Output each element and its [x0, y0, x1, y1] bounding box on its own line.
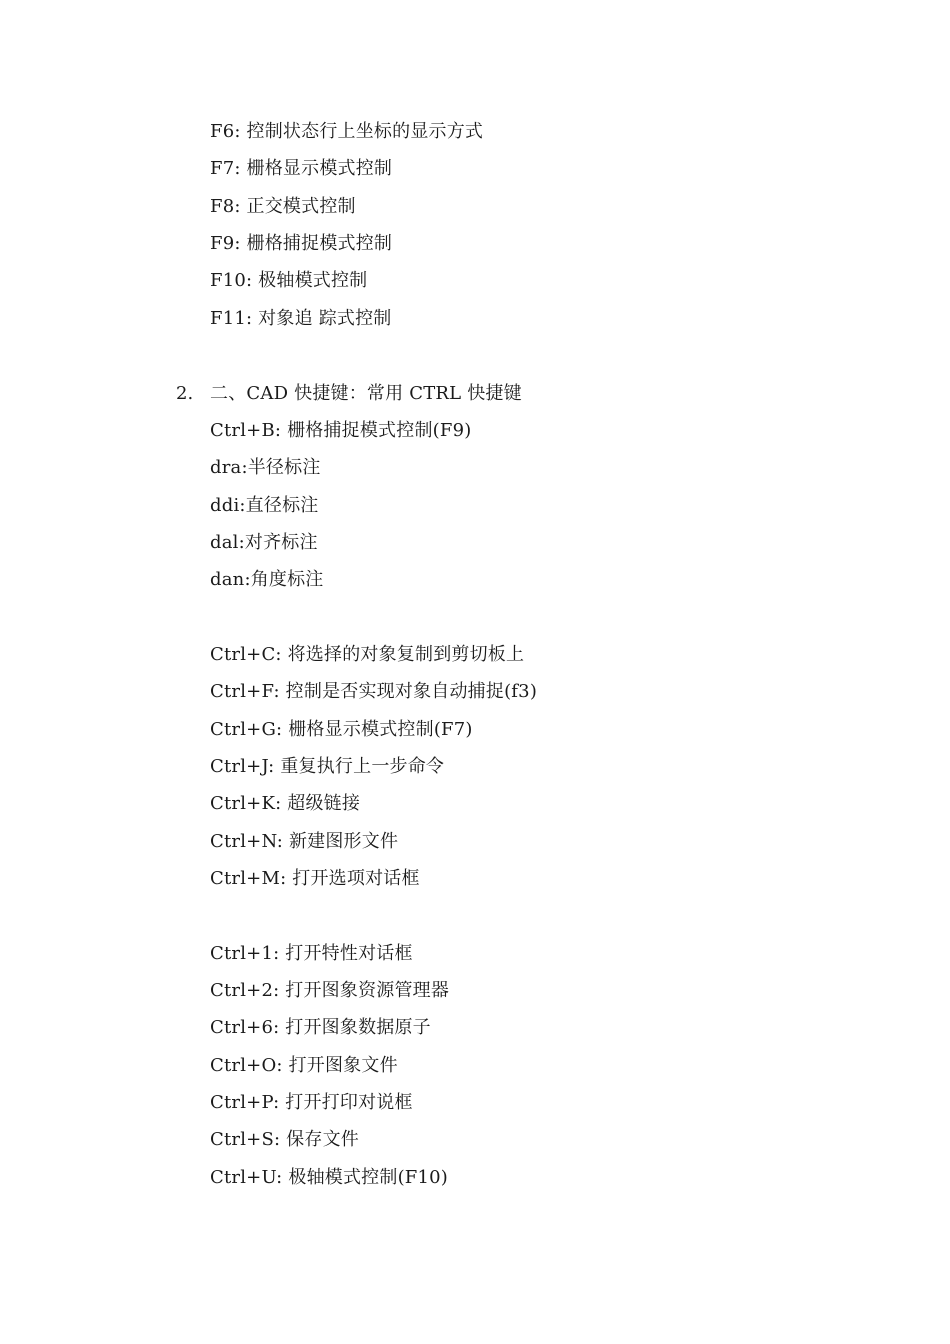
shortcut-line: Ctrl+K: 超级链接 — [210, 793, 361, 814]
f7-line: F7: 栅格显示模式控制 — [210, 158, 393, 179]
shortcut-line: Ctrl+1: 打开特性对话框 — [210, 943, 413, 964]
shortcut-line: ddi:直径标注 — [210, 495, 319, 516]
shortcut-line: Ctrl+2: 打开图象资源管理器 — [210, 980, 450, 1001]
shortcut-line: Ctrl+J: 重复执行上一步命令 — [210, 756, 445, 777]
shortcut-line: Ctrl+N: 新建图形文件 — [210, 831, 399, 852]
shortcut-line: Ctrl+C: 将选择的对象复制到剪切板上 — [210, 644, 525, 665]
f9-line: F9: 栅格捕捉模式控制 — [210, 233, 393, 254]
shortcut-line: Ctrl+G: 栅格显示模式控制(F7) — [210, 719, 473, 740]
f6-line: F6: 控制状态行上坐标的显示方式 — [210, 121, 484, 142]
shortcut-line: Ctrl+S: 保存文件 — [210, 1129, 359, 1150]
shortcut-line: Ctrl+M: 打开选项对话框 — [210, 868, 420, 889]
f11-line: F11: 对象追 踪式控制 — [210, 308, 392, 329]
section-heading: 二、CAD 快捷键：常用 CTRL 快捷键 — [210, 383, 522, 404]
shortcut-line: dal:对齐标注 — [210, 532, 318, 553]
shortcut-line: dan:角度标注 — [210, 569, 324, 590]
shortcut-line: Ctrl+B: 栅格捕捉模式控制(F9) — [210, 420, 472, 441]
f8-line: F8: 正交模式控制 — [210, 196, 356, 217]
shortcut-line: Ctrl+U: 极轴模式控制(F10) — [210, 1167, 449, 1188]
f10-line: F10: 极轴模式控制 — [210, 270, 368, 291]
section-number: 2. — [176, 383, 194, 404]
shortcut-line: Ctrl+6: 打开图象数据原子 — [210, 1017, 431, 1038]
shortcut-line: Ctrl+F: 控制是否实现对象自动捕捉(f3) — [210, 681, 538, 702]
shortcut-line: Ctrl+P: 打开打印对说框 — [210, 1092, 413, 1113]
shortcut-line: Ctrl+O: 打开图象文件 — [210, 1055, 398, 1076]
shortcut-line: dra:半径标注 — [210, 457, 321, 478]
